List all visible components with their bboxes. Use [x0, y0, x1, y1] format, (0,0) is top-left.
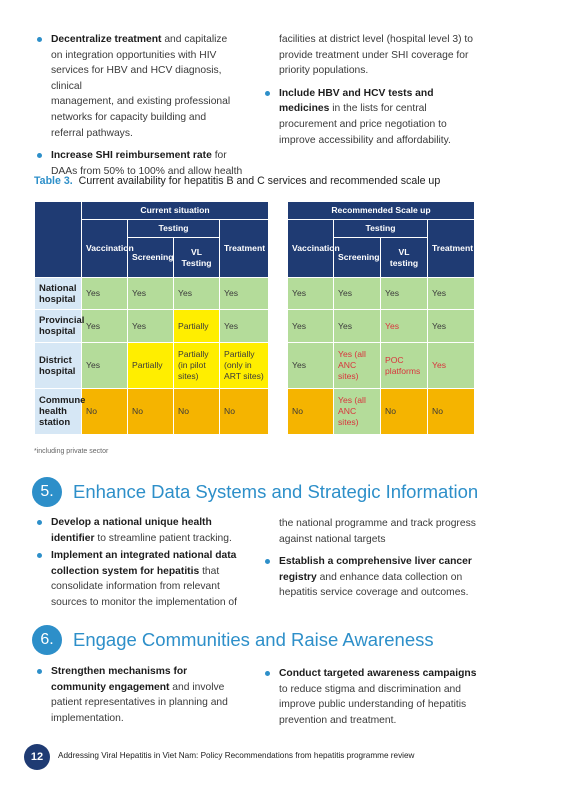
- section-6-heading: [32, 625, 434, 655]
- treatment-header: Treatment: [428, 220, 475, 278]
- table-cell: Yes: [82, 278, 128, 310]
- table-cell: Yes: [288, 278, 334, 310]
- current-situation-header: Current situation: [82, 202, 269, 220]
- table-row: [35, 310, 269, 343]
- table-cell: Yes: [82, 310, 128, 343]
- vl-testing-header: VL Testing: [174, 238, 220, 278]
- vaccination-header: Vaccination: [82, 220, 128, 278]
- table-cell: No: [82, 389, 128, 435]
- testing-header: Testing: [128, 220, 220, 238]
- top-left-column: [34, 32, 254, 179]
- bullet-data-collection: Implement an integrated national data collection system for hepatitis that consolidate information from relevant sources to monitor the implementation of: [34, 548, 259, 610]
- table-cell: Yes: [428, 278, 475, 310]
- table-cell: No: [220, 389, 269, 435]
- table-cell: Yes: [381, 278, 428, 310]
- section-title: Enhance Data Systems and Strategic Information: [73, 481, 479, 502]
- bullet-bold: Decentralize treatment: [51, 34, 162, 45]
- table-cell: Partially: [128, 343, 174, 389]
- table-row: [288, 278, 475, 310]
- bullet-decentralize: Decentralize treatment and capitalize on integration opportunities with HIV services for HBV and HCV diagnosis, clinical management, and existing professional networks for capacity building and referral pathways.: [34, 32, 254, 141]
- table-cell: Yes: [334, 278, 381, 310]
- screening-header: Screening: [334, 238, 381, 278]
- table-row: [288, 310, 475, 343]
- table-row: [288, 389, 475, 435]
- current-situation-table: [34, 201, 269, 435]
- s5-right-column: [262, 516, 502, 601]
- table-cell: No: [288, 389, 334, 435]
- section-number: 6.: [32, 625, 62, 655]
- table-cell: Partially (only in ART sites): [220, 343, 269, 389]
- section-number: 5.: [32, 477, 62, 507]
- table-cell: Yes: [428, 343, 475, 389]
- bullet-community-engagement: Strengthen mechanisms for community engagement and involve patient representatives in planning and implementation.: [34, 664, 259, 726]
- table-cell: Yes (all ANC sites): [334, 343, 381, 389]
- s5-left-column: [34, 515, 259, 611]
- bullet-awareness-campaigns: Conduct targeted awareness campaigns to reduce stigma and discrimination and improve public understanding of hepatitis prevention and treatment.: [262, 666, 502, 728]
- table-cell: Yes: [128, 310, 174, 343]
- table-cell: Yes: [128, 278, 174, 310]
- top-right-column: [262, 32, 502, 148]
- table-cell: No: [128, 389, 174, 435]
- bullet-cancer-registry: Establish a comprehensive liver cancer registry and enhance data collection on hepatitis service coverage and outcomes.: [262, 554, 502, 601]
- bullet-shi-reimbursement: Increase SHI reimbursement rate for DAAs from 50% to 100% and allow health: [34, 148, 254, 179]
- row-header: National hospital: [35, 278, 82, 310]
- corner-cell: [35, 202, 82, 278]
- continued-text: the national programme and track progress against national targets: [279, 518, 476, 545]
- table-row: [35, 343, 269, 389]
- table-caption: Table 3. Current availability for hepatitis B and C services and recommended scale up: [34, 175, 441, 187]
- continued-text: facilities at district level (hospital level 3) to provide treatment under SHI coverage for priority populations.: [279, 34, 474, 77]
- recommended-scale-up-header: Recommended Scale up: [288, 202, 475, 220]
- section-title: Engage Communities and Raise Awareness: [73, 629, 434, 650]
- bullet-unique-identifier: Develop a national unique health identifier to streamline patient tracking.: [34, 515, 259, 546]
- table-cell: Yes: [428, 310, 475, 343]
- table-row: [35, 278, 269, 310]
- table-footnote: *including private sector: [34, 448, 109, 455]
- s6-left-column: [34, 664, 259, 726]
- table-cell: Yes: [220, 278, 269, 310]
- table-cell: No: [381, 389, 428, 435]
- table-row: [35, 389, 269, 435]
- table-row: [288, 343, 475, 389]
- table-cell: POC platforms: [381, 343, 428, 389]
- table-cell: No: [174, 389, 220, 435]
- table-cell: Yes: [220, 310, 269, 343]
- running-footer: Addressing Viral Hepatitis in Viet Nam: Policy Recommendations from hepatitis programme review: [58, 751, 415, 760]
- vaccination-header: Vaccination: [288, 220, 334, 278]
- s6-right-column: [262, 666, 502, 728]
- row-header: District hospital: [35, 343, 82, 389]
- testing-header: Testing: [334, 220, 428, 238]
- table-cell: Yes: [82, 343, 128, 389]
- vl-testing-header: VL testing: [381, 238, 428, 278]
- table-cell: Yes: [334, 310, 381, 343]
- bullet-include-tests: Include HBV and HCV tests and medicines in the lists for central procurement and price negotiation to improve accessibility and affordability.: [262, 86, 502, 148]
- table-cell: Partially (in pilot sites): [174, 343, 220, 389]
- table-cell: Yes: [381, 310, 428, 343]
- table-cell: Yes (all ANC sites): [334, 389, 381, 435]
- table-cell: No: [428, 389, 475, 435]
- treatment-header: Treatment: [220, 220, 269, 278]
- row-header: Commune health station: [35, 389, 82, 435]
- table-cell: Yes: [174, 278, 220, 310]
- page-number: 12: [24, 744, 50, 770]
- table-cell: Partially: [174, 310, 220, 343]
- row-header: Provincial hospital: [35, 310, 82, 343]
- section-5-heading: [32, 477, 478, 507]
- table-cell: Yes: [288, 310, 334, 343]
- screening-header: Screening: [128, 238, 174, 278]
- table-cell: Yes: [288, 343, 334, 389]
- recommended-scale-up-table: [287, 201, 475, 435]
